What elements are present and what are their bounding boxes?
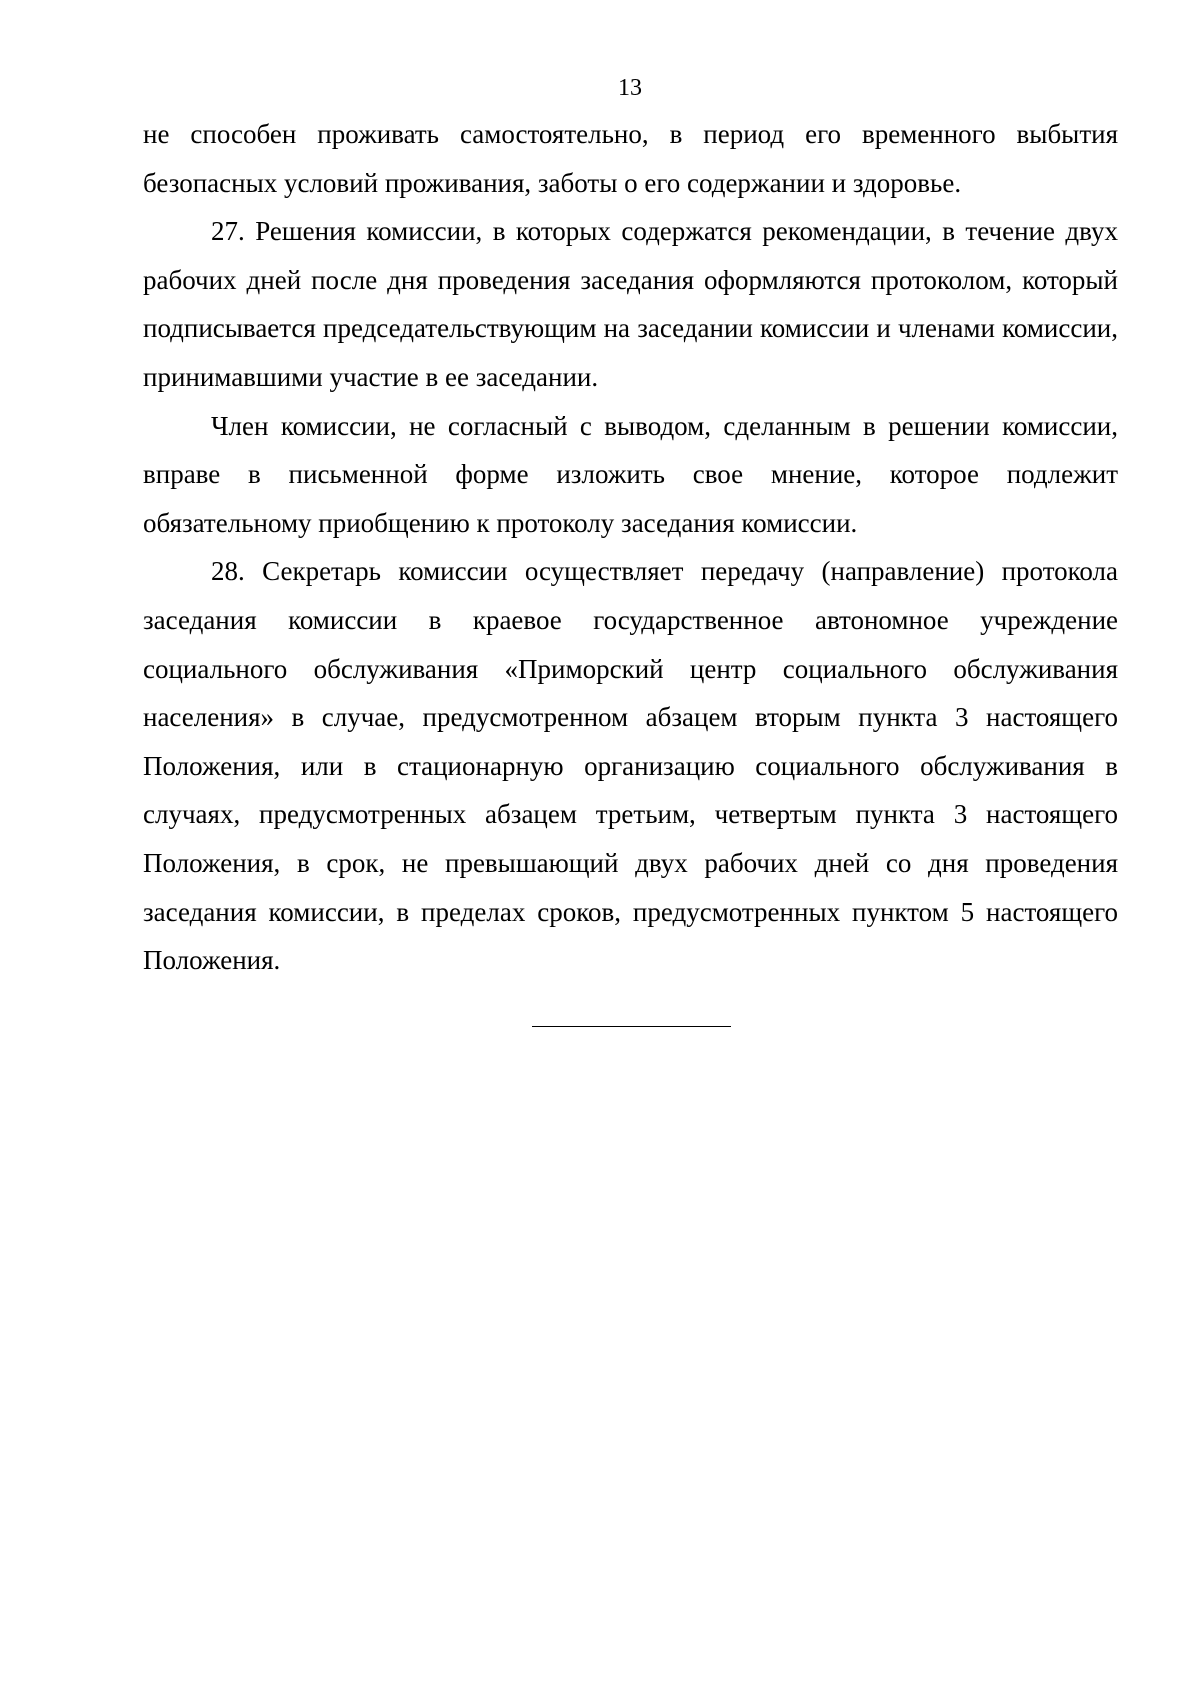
paragraph-dissenting-opinion: Член комиссии, не согласный с выводом, сделанным в решении комиссии, вправе в письменной форме изложить свое мнение, которое подлежит обязательному приобщению к протоколу заседания комиссии. <box>143 410 1118 538</box>
paragraph-continuation: не способен проживать самостоятельно, в период его временного выбытия безопасных условий проживания, заботы о его содержании и здоровье. <box>143 119 1118 198</box>
end-separator-line <box>532 1026 731 1027</box>
paragraph-item-28: 28. Секретарь комиссии осуществляет передачу (направление) протокола заседания комиссии в краевое государственное автономное учреждение социального обслуживания «Приморский центр социального обслуживания населения» в случае, предусмотренном абзацем вторым пункта 3 настоящего Положения, или в стационарную организацию социального обслуживания в случаях, предусмотренных абзацем третьим, четвертым пункта 3 настоящего Положения, в срок, не превышающий двух рабочих дней со дня проведения заседания комиссии, в пределах сроков, предусмотренных пунктом 5 настоящего Положения. <box>143 556 1118 976</box>
page-number: 13 <box>618 75 642 101</box>
paragraph-item-27: 27. Решения комиссии, в которых содержатся рекомендации, в течение двух рабочих дней после дня проведения заседания оформляются протоколом, который подписывается председательствующим на заседании комиссии и членами комиссии, принимавшими участие в ее заседании. <box>143 216 1118 392</box>
document-body <box>143 110 1118 985</box>
